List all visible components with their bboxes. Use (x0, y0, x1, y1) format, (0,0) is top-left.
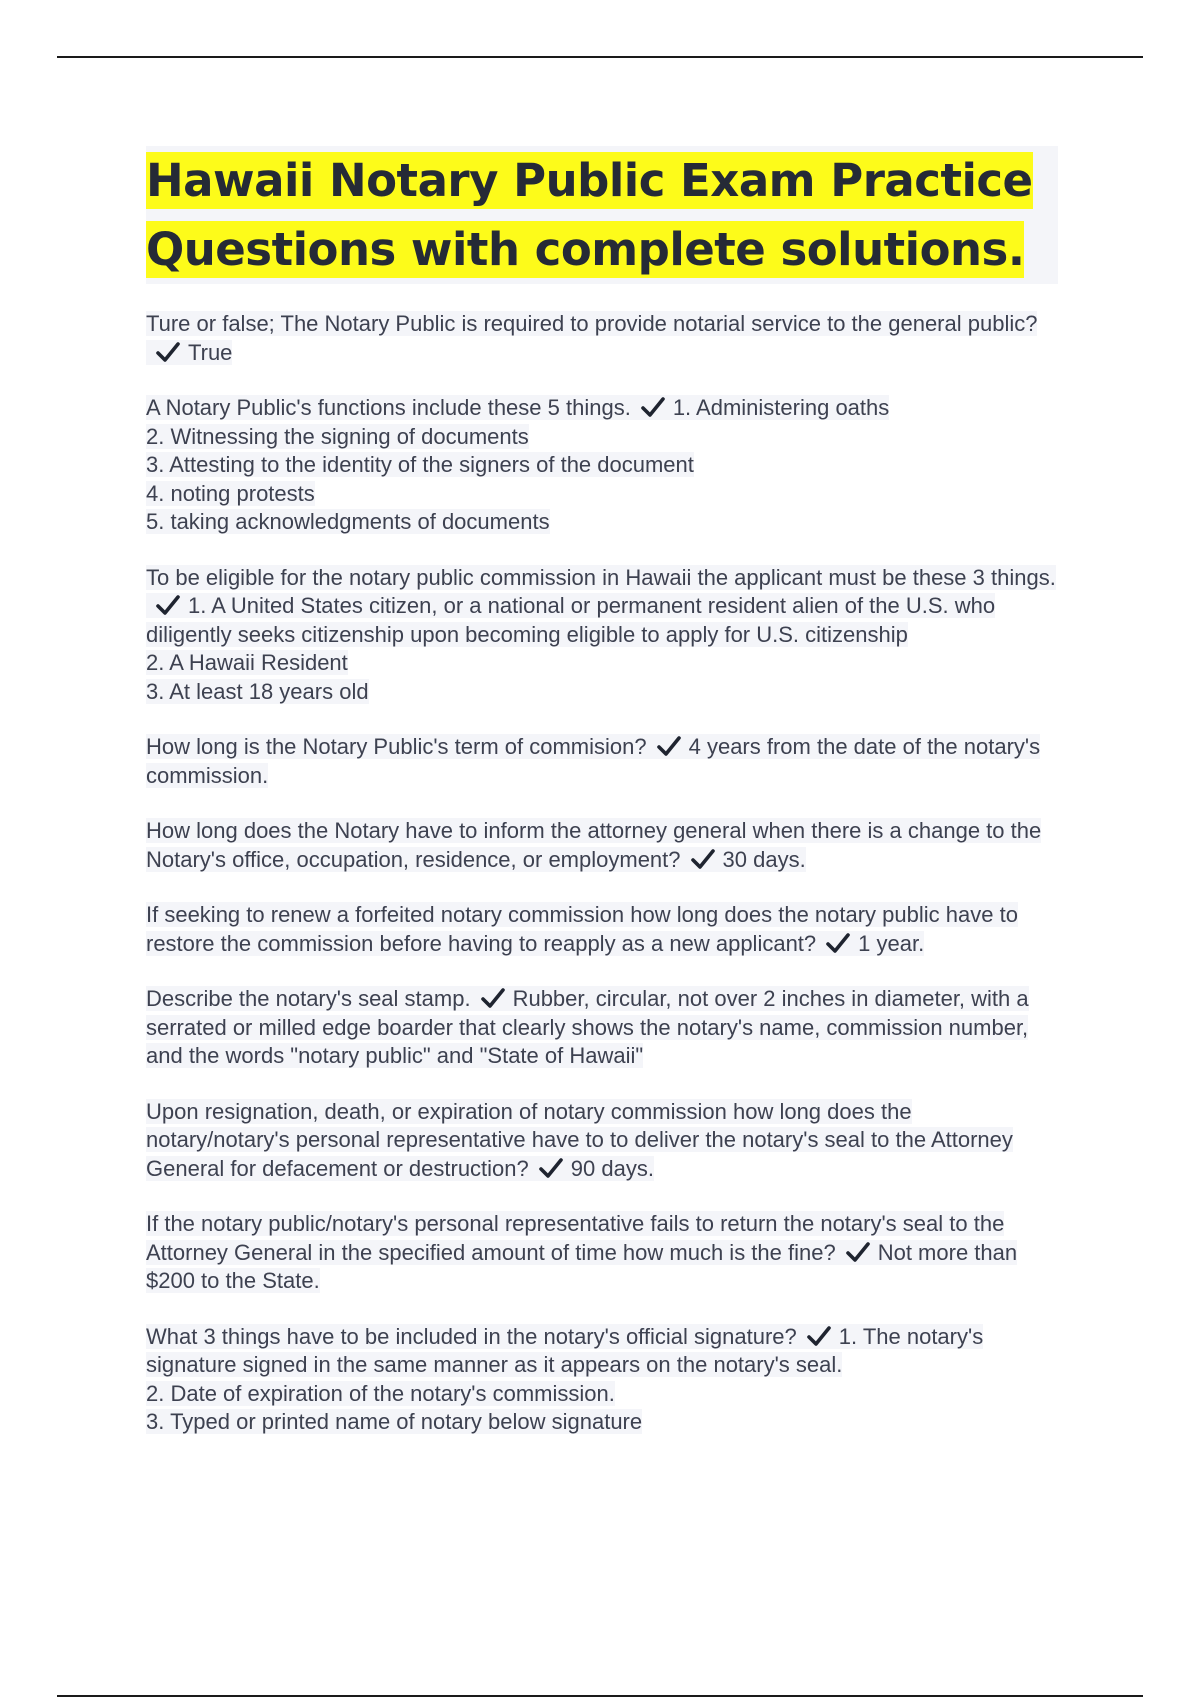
qa-main-line (146, 1211, 1017, 1293)
question-text: If seeking to renew a forfeited notary commission how long does the notary public have to restore the commission before having to reapply as a new applicant? (146, 902, 1018, 956)
qa-item (146, 733, 1058, 790)
answer-list-line: 5. taking acknowledgments of documents (146, 509, 550, 534)
qa-main-line (146, 902, 1018, 956)
question-text: To be eligible for the notary public commission in Hawaii the applicant must be these 3 things. (146, 564, 1056, 590)
qa-item (146, 901, 1058, 958)
checkmark-icon (156, 594, 180, 616)
question-text: Describe the notary's seal stamp. (146, 986, 471, 1011)
title-line-1: Hawaii Notary Public Exam Practice (146, 154, 1033, 207)
checkmark-icon (657, 735, 681, 757)
question-text: How long is the Notary Public's term of commision? (146, 734, 647, 759)
answer-text: 30 days. (722, 846, 806, 872)
qa-main-line (146, 1324, 983, 1378)
answer-list-line: 2. Witnessing the signing of documents (146, 423, 529, 449)
checkmark-icon (481, 987, 505, 1009)
answer-text: 1 year. (858, 930, 925, 956)
question-text: Ture or false; The Notary Public is required to provide notarial service to the general public? (146, 311, 1038, 336)
qa-main-line (146, 986, 1029, 1068)
top-rule (57, 56, 1143, 58)
qa-item (146, 394, 1058, 537)
qa-item (146, 1210, 1058, 1296)
qa-item (146, 817, 1058, 874)
question-text: If the notary public/notary's personal representative fails to return the notary's seal to the Attorney General in the specified amount of time how much is the fine? (146, 1211, 1005, 1265)
bottom-rule (57, 1695, 1143, 1697)
qa-item (146, 310, 1058, 367)
answer-text: 1. The notary's signature signed in the same manner as it appears on the notary's seal. (146, 1323, 984, 1377)
page-title (146, 146, 1058, 284)
answer-text: 4 years from the date of the notary's commission. (146, 734, 1041, 788)
checkmark-icon (156, 341, 180, 363)
qa-item (146, 985, 1058, 1071)
answer-list-line: 2. Date of expiration of the notary's commission. (146, 1380, 615, 1406)
question-text: What 3 things have to be included in the notary's official signature? (146, 1323, 797, 1349)
answer-text: Rubber, circular, not over 2 inches in diameter, with a serrated or milled edge boarder that clearly shows the notary's name, commission number, and the words "notary public" and "State of Hawaii" (146, 986, 1029, 1068)
checkmark-icon (807, 1325, 831, 1347)
checkmark-icon (539, 1157, 563, 1179)
question-text: Upon resignation, death, or expiration of notary commission how long does the notary/notary's personal representative have to to deliver the notary's seal to the Attorney General for defacement or destruction? (146, 1098, 1013, 1181)
answer-list-line: 4. noting protests (146, 480, 315, 506)
answer-list-line: 3. Typed or printed name of notary below signature (146, 1409, 643, 1434)
answer-text: 1. A United States citizen, or a national or permanent resident alien of the U.S. who diligently seeks citizenship upon becoming eligible to apply for U.S. citizenship (146, 593, 996, 647)
qa-main-line (146, 395, 889, 420)
answer-text: 90 days. (570, 1155, 654, 1181)
question-text: A Notary Public's functions include these 5 things. (146, 395, 631, 420)
checkmark-icon (826, 932, 850, 954)
checkmark-icon (641, 396, 665, 418)
answer-list-line: 2. A Hawaii Resident (146, 650, 348, 675)
qa-item (146, 1098, 1058, 1184)
qa-main-line (146, 565, 1056, 647)
qa-main-line (146, 311, 1037, 365)
checkmark-icon (691, 848, 715, 870)
qa-main-line (146, 818, 1041, 872)
answer-list-line: 3. Attesting to the identity of the signers of the document (146, 452, 694, 477)
qa-main-line (146, 734, 1040, 788)
title-line-2: Questions with complete solutions. (146, 223, 1025, 276)
answer-text: Not more than $200 to the State. (146, 1239, 1018, 1293)
qa-list (146, 310, 1058, 1437)
question-text: How long does the Notary have to inform the attorney general when there is a change to the Notary's office, occupation, residence, or employment? (146, 818, 1042, 872)
qa-item (146, 1323, 1058, 1437)
title-block (146, 146, 1058, 284)
checkmark-icon (846, 1241, 870, 1263)
qa-main-line (146, 1099, 1013, 1181)
answer-list-line: 3. At least 18 years old (146, 678, 369, 704)
qa-item (146, 564, 1058, 707)
document-body (146, 146, 1058, 1464)
answer-text: True (188, 339, 233, 365)
answer-text: 1. Administering oaths (672, 395, 890, 420)
